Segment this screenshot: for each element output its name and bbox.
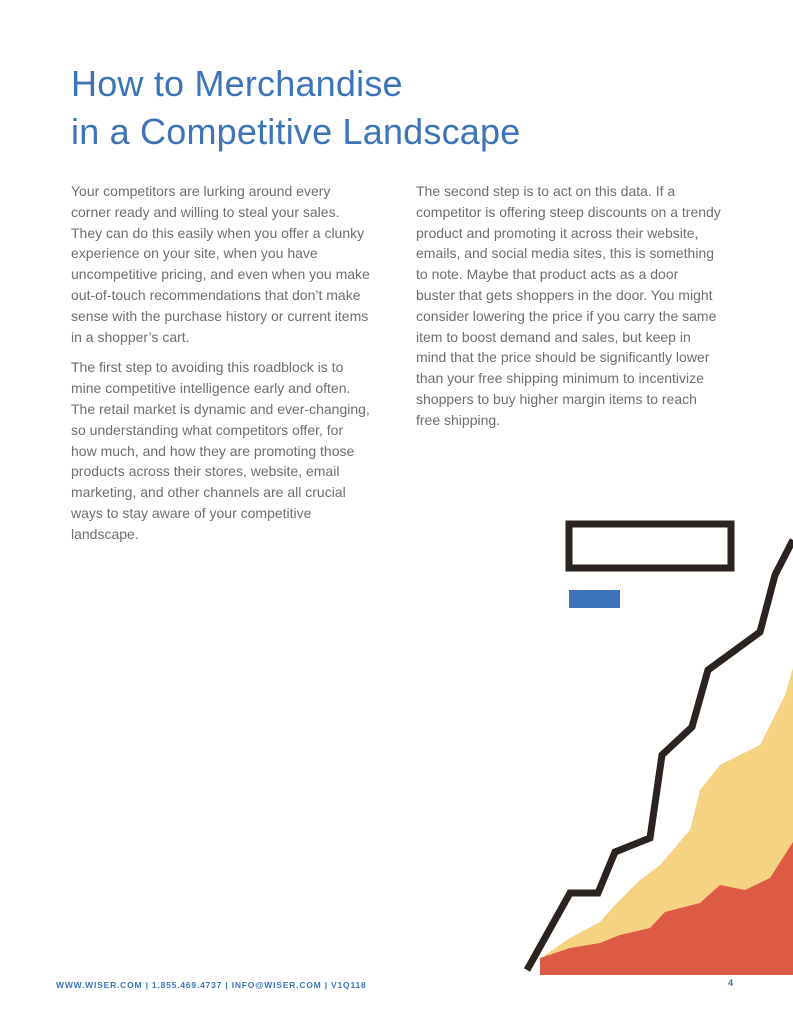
title-line-1: How to Merchandise [71, 63, 403, 104]
body-paragraph: The first step to avoiding this roadblock is to mine competitive intelligence early and often. The retail market is dynamic and ever-changing, so understanding what competitors offer, for how much, and how they are promoting those products across their stores, website, email marketing, and other channels are all crucial ways to stay aware of your competitive landscape. [71, 359, 370, 542]
page-number: 4 [728, 978, 734, 988]
blue-block [569, 590, 620, 608]
footer-contact: WWW.WISER.COM | 1.855.469.4737 | INFO@WISER.COM | V1Q118 [56, 980, 367, 990]
page-title [71, 60, 520, 156]
right-column [416, 181, 721, 441]
decorative-chart-illustration [520, 515, 793, 975]
title-line-2: in a Competitive Landscape [71, 111, 521, 152]
body-paragraph: Your competitors are lurking around every corner ready and willing to steal your sales. They can do this easily when you offer a clunky experience on your site, when you have uncompetitive pricing, and even when you make out-of-touch recommendations that don’t make sense with the purchase history or current items in a shopper’s cart. [71, 183, 370, 345]
outlined-box [569, 524, 731, 568]
left-column [71, 181, 371, 555]
body-paragraph: The second step is to act on this data. If a competitor is offering steep discounts on a trendy product and promoting it across their website, emails, and social media sites, this is something to note. Maybe that product acts as a door buster that gets shoppers in the door. You might consider lowering the price if you carry the same item to boost demand and sales, but keep in mind that the price should be significantly lower than your free shipping minimum to incentivize shoppers to buy higher margin items to reach free shipping. [416, 183, 721, 428]
